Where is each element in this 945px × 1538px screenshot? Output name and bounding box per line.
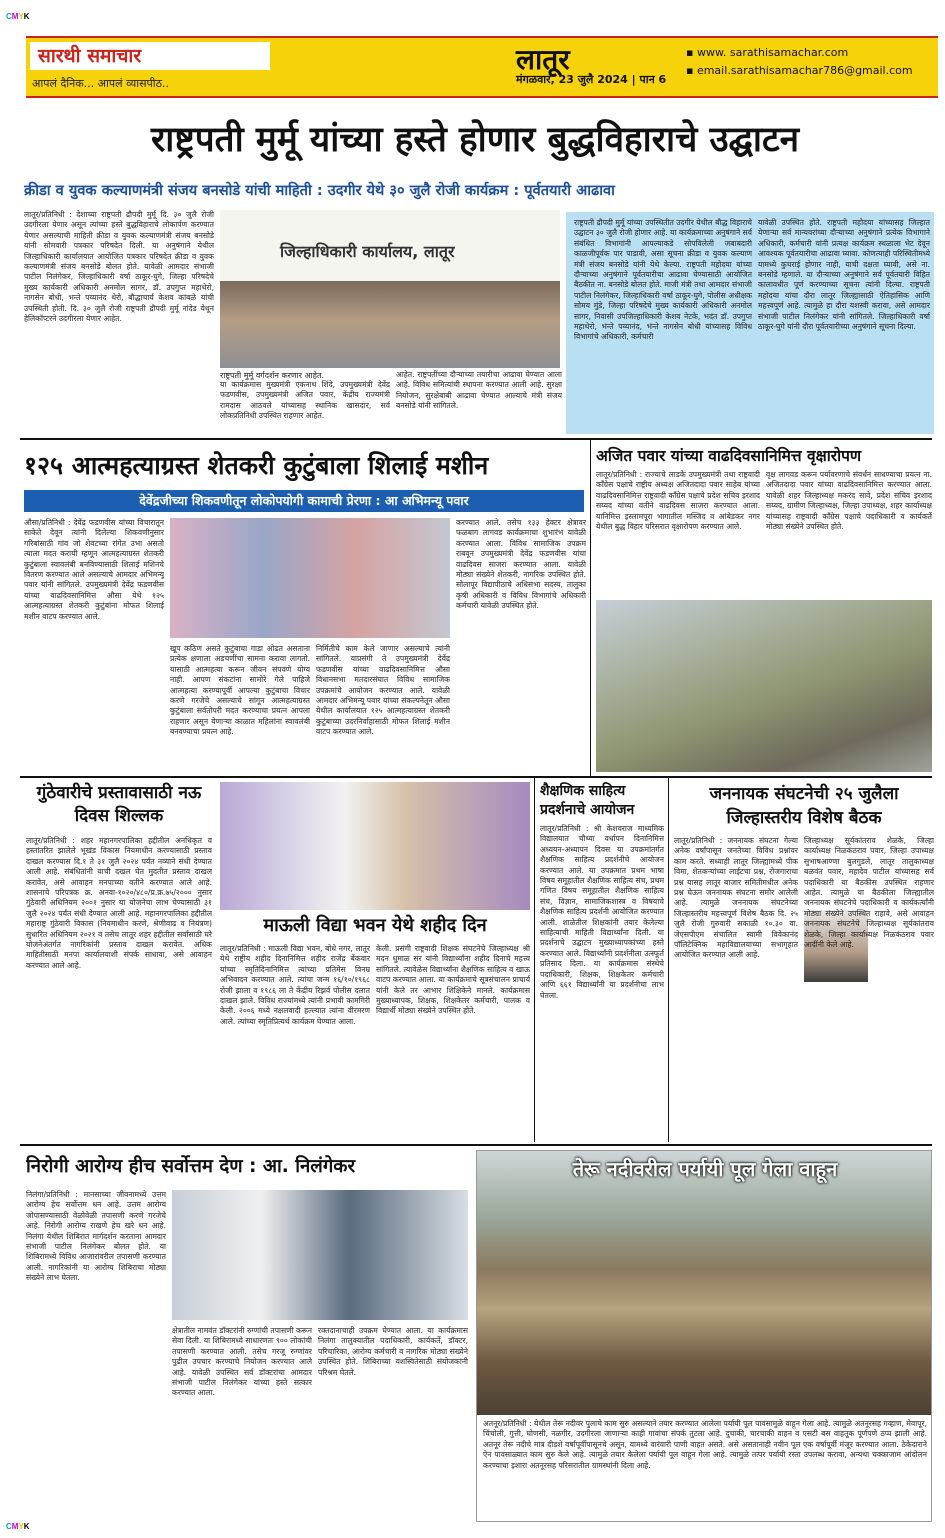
nirogi-col1: निलंगा/प्रतिनिधी : मानसाच्या जीवनामध्ये उत्तम आरोग्य हेच सर्वोत्तम धन आहे. उत्तम आरोग्य जोपासण्यासाठी वेळोवेळी तपासणी करणे गरजेचे आहे. निरोगी आरोग्य राखणे हेच खरे धन आहे. निलंगा येथील शिबिरात मार्गदर्शन करताना आमदार संभाजी पाटील निलंगेकर बोलत होते. या शिबिरामध्ये विविध आजारांवरील तपासणी करण्यात आली. नागरिकांनी या आरोग्य शिबिराचा मोठ्या संख्येने लाभ घेतला. <box>26 1190 166 1283</box>
mauli-col1: लातूर/प्रतिनिधी : माऊली विद्या भवन, बोधे नगर, लातूर येथे राष्ट्रीय शहीद दिनानिमित्त शहीद राजेंद्र बेंकवार यांच्या स्मृतिदिनानिमित्त त्यांच्या प्रतिमेस विनम्र अभिवादन करण्यात आले. त्यांचा जन्म १६/१०/१९६८ रोजी झाला व १९८६ ला ते केंद्रीय रिझर्व पोलीस दलात दाखल झाले. विविध राज्यांमध्ये त्यांनी प्रभावी कामगिरी केली. २००६ मध्ये नक्षलवादी हल्ल्यात त्यांना वीरमरण आले. त्यांच्या स्मृतिप्रित्यर्थ कार्यक्रम घेण्यात आला. <box>220 944 370 1026</box>
divider <box>590 440 591 776</box>
mail-icon: ▪ <box>686 64 697 77</box>
sewing-photo <box>170 518 450 638</box>
divider <box>534 778 535 1142</box>
lead-box-right: यावेळी उपस्थित होते. राष्ट्रपती महोदया यांच्यासह जिल्हात येणाऱ्या सर्व मान्यवरांच्या दौऱ्याच्या अनुषंगाने प्रत्येक विभागाने अधिकारी, कर्मचारी यांनी प्रत्यक्ष कार्यक्रम स्थळाला भेट देवून आवश्यक पूर्वतयारीचा आढावा घ्यावा. कोणत्याही परिस्थितीमध्ये यामध्ये कुचराई होणार नाही, याची दक्षता घ्यावी, असे ना. बनसोडे म्हणाले. या दौऱ्याच्या अनुषंगाने सर्व पूर्वतयारी विहित कालावधीत पूर्ण करण्याच्या सूचना त्यांनी दिल्या. राष्ट्रपती महोदया यांचा दौरा लातूर जिल्ह्यासाठी ऐतिहासिक आणि महत्त्वपूर्ण आहे. त्यामुळे हा दौरा यशस्वी करावा, असे आमदार संभाजी पाटील निलंगेकर यांनी सांगितले. जिल्हाधिकारी वर्षा ठाकूर-घुगे यांनी दौरा पूर्वतयारीच्या अनुषंगाने सूचना दिल्या. <box>758 218 930 332</box>
jannayak-col2: जिल्हाध्यक्ष सूर्यकांतराव शेळके, जिल्हा कार्याध्यक्ष निळकंठराव पवार, जिल्हा उपाध्यक्ष सुभाषआण्णा बुलगुडले, लातूर तालुकाध्यक्ष बळवंत पवार, महादेव पाटील यांच्यासह सर्व पदाधिकारी या बैठकीस उपस्थित राहणार आहेत. त्यामुळे या बैठकीला जिल्ह्यातील जननायक संघटनेचे पदाधिकारी व कार्यकर्त्यांनी मोठ्या संख्येने उपस्थित राहावे, असे आवाहन जननायक संघटनेचे जिल्हाध्यक्ष सूर्यकांतराव शेळके, जिल्हा कार्याध्यक्ष निळकंठराव पवार आदींनी केले आहे. <box>804 836 934 950</box>
bridge-body: अतनूर/प्रतिनिधी : येथील तेरू नदीवर पुलाचे काम सुरु असल्याने तयार करण्यात आलेला पर्यायी पूल पावसामुळे वाहून गेला आहे. त्यामुळे अतनूरसह गव्हाण, मेवापूर, चिंचोली, गुत्ती, घोणसी, नळगीर, उदगीरला जाणाऱ्या काही गावांचा संपर्क तुटला आहे. दुचाकी, चारचाकी वाहन व एसटी बस वाहतूक पूर्णपणे ठप्प झाली आहे. अतनूर तेरू नदीचे मात्र दीडशे वर्षापूर्वीपासूनचे असून, यामध्ये वारंवारी पाणी वाहत असते. असे असतानाही नवीन पूल एक वर्षापूर्वी मंजूर करण्यात आला. ठेकेदाराने ऐन पावसाळ्यात काम सुरु केले आहे. त्यामुळे तयार केलेला पर्यायी पूल वाहून गेला आहे. त्यामुळे तत्पर पर्यायी रस्ता उपलब्ध करावा, अन्यथा चक्काजाम आंदोलन करण्याचा इशारा अतनूरसह परिसरातील ग्रामस्थांनी दिला आहे. <box>483 1419 927 1470</box>
photo-banner: जिल्हाधिकारी कार्यालय, लातूर <box>280 242 455 261</box>
cmyk-mark-bottom: CMYK <box>6 1522 30 1531</box>
gutewari-body: लातूर/प्रतिनिधी : शहर महानगरपालिका हद्दीतील अनधिकृत व हस्तांतरित झालेले भूखंड विकास नियमाधीन करण्यासाठी प्रस्ताव दाखल करण्यास दि.१ ते ३१ जुलै २०२४ पर्यंत नव्याने संधी देण्यात आली आहे. संबंधितांनी याची दखल घेत मुदतीत प्रस्ताव दाखल करावेत, असे आवाहन मनपाच्या वतीने करण्यात आले आहे. शासनाचे परिपत्रक क्र. अनवा-१०२०/४८०/प्र.क्र.७५/२००० नुसार गुंठेवारी अधिनियम २००१ नुसार या योजनेचा लाभ घेण्यासाठी ३१ जुलै २०२४ पर्यंत संधी देण्यात आली आहे. महानगरपालिका हद्दीतील महाराष्ट्र गुंठेवारी विकास (नियमाधीन करणे, श्रेणीवाढ व नियंत्रण) सुधारित अधिनियम २०२१ व तसेच लातूर शहर हद्दीतील सर्वांसाठी घरे योजनेअंतर्गत नागरिकांनी प्रस्ताव दाखल करावेत. अधिक माहितीसाठी मनपा कार्यालयाशी संपर्क साधावा, असे आवाहन करण्यात आले आहे. <box>26 836 212 970</box>
nirogi-photo <box>172 1190 468 1320</box>
lead-col3: आहेत. राष्ट्रपतींच्या दौऱ्याच्या तयारीचा आढावा घेण्यात आला आहे. विविध समित्यांची स्थापना करण्यात आली आहे. सुरक्षा नियोजन, सुरक्षेबाबी आढावा घेण्यात आल्याचे मंत्री संजय बनसोडे यांनी सांगितले. <box>396 370 562 411</box>
page-number: पान 6 <box>639 73 667 86</box>
divider <box>668 778 669 1142</box>
gutewari-headline: गुंठेवारीचे प्रस्तावासाठी नऊ दिवस शिल्लक <box>36 783 202 826</box>
website-link[interactable]: ▪ www. sarathisamachar.com <box>686 46 849 59</box>
ajit-photo <box>596 600 932 772</box>
edition-name: लातूर <box>516 43 570 76</box>
shaikshanik-body: लातूर/प्रतिनिधी : श्री केशवराज माध्यमिक विद्यालयात चौथ्या वर्धापन दिनानिमित्त अध्ययन-अध्यापन दिवस या उपक्रमांतर्गत शैक्षणिक साहित्य प्रदर्शनीचे आयोजन करण्यात आले. या उपक्रमात प्रथम भाषा विषय समूहातील शैक्षणिक साहित्य संच, प्रथम गणित विषय समूहातील शैक्षणिक साहित्य संच, विज्ञान, सामाजिकशास्त्र व विषयाचे शैक्षणिक साहित्य प्रदर्शनी आयोजित करण्यात आली. शाळेतील शिक्षकांनी तयार केलेल्या साहित्याची माहिती विद्यार्थ्यांना दिली. या प्रदर्शनाचे उद्घाटन मुख्याध्यापकांच्या हस्ते करण्यात आले. विद्यार्थ्यांनी प्रदर्शनीला उत्स्फूर्त प्रतिसाद दिला. या कार्यक्रमास संस्थेचे पदाधिकारी, शिक्षक, शिक्षकेतर कर्मचारी आणि ६६१ विद्यार्थ्यांनी या प्रदर्शनीचा लाभ घेतला. <box>540 824 664 1000</box>
lead-subhead: क्रीडा व युवक कल्याणमंत्री संजय बनसोडे यांची माहिती : उदगीर येथे ३० जुलै रोजी कार्यक्रम : पूर्वतयारी आढावा <box>24 182 615 199</box>
paper-name: सारथी समाचार <box>30 42 270 70</box>
divider <box>20 1144 932 1146</box>
sewing-col1: औसा/प्रतिनिधी : देवेंद्र फडणवीस यांच्या विचारातून साकेते देवून त्यांनी दिलेल्या शिकवणीनुसार गरिबांसाठी गांव जो शेवटच्या रांगेत उभा असतो त्याला मदत करायी म्हणून आत्महत्याग्रस्त शेतकरी कुटुंबाला स्वावलंबी बनविण्यासाठी शिलाई मशिनचे वितरण करण्यात आले असल्याचे आमदार अभिमन्यू पवार यांनी सांगितले. उपमुख्यमंत्री देवेंद्र फडणवीस यांच्या वाढदिवसानिमित्त औसा येथे १२५ आत्महत्याग्रस्त शेतकरी कुटुंबांना मोफत शिलाई मशीन वाटप करण्यात आले. <box>24 518 164 621</box>
globe-icon: ▪ <box>686 46 697 59</box>
lead-photo <box>220 210 560 368</box>
nirogi-col3: रक्तदानाचाही उपक्रम घेण्यात आला. या कार्यक्रमास निलंगा तालुक्यातील पदाधिकारी, कार्यकर्ते, डॉक्टर, परिचारिका, आरोग्य कर्मचारी व नागरिक मोठ्या संख्येने उपस्थित होते. शिबिराच्या यशस्वितेसाठी संयोजकांनी परिश्रम घेतले. <box>318 1326 468 1377</box>
lead-caption: राष्ट्रपती मुर्मू वर्गदर्शन करणार आहेत. <box>220 371 325 380</box>
sewing-col3: निर्मितीचे काम केले जाणार असल्याचे त्यांनी सांगितले. याप्रसंगी ते उपमुख्यमंत्री देवेंद्र फडणवीस यांच्या वाढदिवसानिमित्त औसा विधानसभा मतदारसंघात विविध सामाजिक उपक्रमांचे आयोजन करण्यात आले. यावेळी आमदार अभिमन्यू पवार यांच्या संकल्पनेतून औसा येथील कार्यालयात १२५ आत्महत्याग्रस्त शेतकरी कुटुंबाच्या उदरनिर्वाहासाठी मोफत शिलाई मशीन वाटप करण्यात आले. <box>316 644 450 737</box>
email-link[interactable]: ▪ email.sarathisamachar786@gmail.com <box>686 64 913 77</box>
bridge-story <box>476 1150 932 1522</box>
divider <box>20 776 932 778</box>
lead-col2: या कार्यक्रमास मुख्यमंत्री एकनाथ शिंदे, उपमुख्यमंत्री देवेंद्र फडणवीस, उपमुख्यमंत्री अजित पवार, केंद्रीय राज्यमंत्री रामदास आठवले यांच्यासह स्थानिक खासदार, सर्व लोकप्रतिनिधी उपस्थित राहणार आहेत. <box>220 380 390 421</box>
bridge-headline: तेरू नदीवरील पर्यायी पूल गेला वाहून <box>572 1157 838 1181</box>
jannayak-col1: लातूर/प्रतिनिधी : जननायक संघटना गेल्या अनेक वर्षांपासून जनतेच्या विविध प्रश्नांवर काम करते. सध्याही लातूर जिल्ह्यामध्ये पीक विमा, शेतकऱ्यांच्या लाईटचा प्रश्न, रोजगाराचा प्रश्न यासह लातूर बाजार समितीमधील अनेक प्रश्न घेऊन जननायक संघटना समोर आलेली आहे. त्यामुळे जननायक संघटनेच्या जिल्हास्तरीय महत्त्वपूर्ण विशेष बैठक दि. २५ जुलै रोजी गुरुवारी सकाळी १०.३० वा. जेएसपीएम संचालित स्वामी विवेकानंद पॉलिटेक्निक महाविद्यालयाच्या सभागृहात आयोजित करण्यात आली आहे. <box>674 836 798 960</box>
sewing-subhead: देवेंद्रजीच्या शिकवणीतून लोकोपयोगी कामाची प्रेरणा : आ अभिमन्यू पवार <box>24 490 584 512</box>
ajit-col2: वृक्ष लागवड करून पर्यावरणाचे संवर्धन साधण्याचा प्रयत्न ना. अजितदादा पवार यांच्या वाढदिवसानिमित्त करण्यात आला. यावेळी शहर जिल्हाध्यक्ष मकरंद सावे, प्रदेश सचिव इरशाद सय्यद, ग्रामीण जिल्हाध्यक्ष, जिल्हा उपाध्यक्ष, शहर कार्याध्यक्ष यांच्यासह राष्ट्रवादी काँग्रेस पक्षाचे पदाधिकारी व कार्यकर्ते मोठ्या संख्येने उपस्थित होते. <box>766 470 932 532</box>
ajit-col1: लातूर/प्रतिनिधी : राज्याचे लाडके उपमुख्यमंत्री तथा राष्ट्रवादी काँग्रेस पक्षाचे राष्ट्रीय अध्यक्ष अजितदादा पवार साहेब यांच्या वाढदिवसानिमित्त राष्ट्रवादी काँग्रेस पक्षाचे प्रदेश सचिव इरशाद सय्यद यांच्या वतीने वाढदिवस साजरा करण्यात आला. यानिमित्त इस्लामपूरा भागातील मस्जिद व आंबेडकर नगर येथील बुद्ध विहार परिसरात वृक्षारोपण करण्यात आले. <box>596 470 760 532</box>
issue-date: मंगळवार, 23 जुलै 2024 <box>516 73 628 86</box>
jannayak-headline: जननायक संघटनेची २५ जुलैला जिल्हास्तरीय विशेष बैठक <box>709 784 899 828</box>
ajit-headline: अजित पवार यांच्या वाढदिवसानिमित्त वृक्षारोपण <box>596 447 862 465</box>
divider <box>20 438 932 440</box>
mauli-headline: माऊली विद्या भवन येथे शहीद दिन <box>263 915 487 936</box>
bridge-photo <box>477 1151 932 1415</box>
shaikshanik-headline: शैक्षणिक साहित्य प्रदर्शनाचे आयोजन <box>540 783 635 818</box>
sewing-headline: १२५ आत्महत्याग्रस्त शेतकरी कुटुंबाला शिलाई मशीन <box>24 451 489 480</box>
cmyk-mark-top: CMYK <box>6 12 30 21</box>
nirogi-headline: निरोगी आरोग्य हीच सर्वोत्तम देण : आ. निलंगेकर <box>26 1156 356 1177</box>
lead-col1: लातूर/प्रतिनिधी : देशाच्या राष्ट्रपती द्रौपदी मुर्मू दि. ३० जुलै रोजी उदगीरला येणार असून त्यांच्या हस्ते बुद्धविहाराचे लोकार्पण करण्यात येणार असल्याची माहिती क्रीडा व युवक कल्याणमंत्री संजय बनसोडे यांनी सोमवारी पत्रकार परिषदेत दिली. या अनुषंगाने येथील जिल्हाधिकारी कार्यालयात आयोजित पत्रकार परिषदेत क्रीडा व युवक कल्याणमंत्री संजय बनसोडे बोलत होते. यावेळी आमदार संभाजी पाटील निलंगेकर, जिल्हाधिकारी वर्षा ठाकूर-घुगे, जिल्हा परिषदेचे मुख्य कार्यकारी अधिकारी अनमोल सागर, डॉ. उपगुप्त महाथेरो, नागसेन बोधी, भन्ते पय्यानंद थेरो, बौद्धाचार्य केशव कांबळे यांची उपस्थिती होती. दि. ३० जुलै रोजी राष्ट्रपती द्रौपदी मुर्मू नांदेड येथून हेलिकॉप्टरने उदगीरला येणार आहेत. <box>24 210 214 324</box>
masthead: सारथी समाचार आपलं दैनिक... आपलं व्यासपीठ.. लातूर मंगळवार, 23 जुलै 2024 | पान 6 ▪ www. sarathisamachar.com ▪ email.sarathisamachar786@gmail.com <box>26 36 938 98</box>
mauli-photo <box>220 782 530 910</box>
sewing-col2: खूप कठिण असते कुटुंबाचा गाडा ओढत असताना प्रत्येक क्षणाला अडचणींचा सामना करावा लागतो. यासाठी आत्महत्या करून जीवन संपवणे योग्य नाही. आपण संकटांना सामोरे गेले पाहिजे आत्महत्या करण्यापूर्वी आपल्या कुटुंबाचा विचार करणे गरजेचे असल्याचे सांगून आत्महत्याग्रस्त कुटुंबाला सर्वतोपरी मदत करण्याचा प्रयत्न आपला राहणार असून येणाऱ्या काळात महिलांना स्वावलंबी बनवण्याचा प्रयत्न आहे. <box>170 644 310 737</box>
tagline: आपलं दैनिक... आपलं व्यासपीठ.. <box>32 77 170 90</box>
mauli-col2: केली. प्रसंगी राष्ट्रवादी शिक्षक संघटनेचे जिल्हाध्यक्ष श्री मदन धुमाळ सर यांनी विद्यार्थ्यांना शहीद दिनाचे महत्त्व सांगितले. त्यावेळेस विद्यार्थ्यांना शैक्षणिक साहित्य व खाऊ वाटप करण्यात आला. या कार्यक्रमाचे सूत्रसंचालन प्राचार्य यांनी केले तर आभार शिक्षिकेने मानले. कार्यक्रमास मुख्याध्यापक, शिक्षक, शिक्षकेतर कर्मचारी, पालक व विद्यार्थी मोठ्या संख्येने उपस्थित होते. <box>376 944 530 1016</box>
lead-headline: राष्ट्रपती मुर्मू यांच्या हस्ते होणार बुद्धविहाराचे उद्घाटन <box>150 120 800 160</box>
nirogi-col2: क्षेत्रातील नामवंत डॉक्टरांनी रुग्णांची तपासणी करून सेवा दिली. या शिबिरामध्ये साधारणतः ९०० लोकांची तपासणी करण्यात आली. तसेच गरजू रुग्णांवर पुढील उपचार करण्याचे नियोजन करण्यात आले आहे. यावेळी उपस्थित सर्व डॉक्टरांचा आमदार संभाजी पाटील निलंगेकर यांच्या हस्ते सत्कार करण्यात आला. <box>172 1326 312 1398</box>
lead-box-left: राष्ट्रपती द्रौपदी मुर्मू यांच्या उपस्थितीत उदगीर येथील बौद्ध विहाराचे उद्घाटन ३० जुलै रोजी होणार आहे. या कार्यक्रमाच्या अनुषंगाने सर्व संबंधित विभागांनी आपल्याकडे सोपविलेली जबाबदारी काळजीपूर्वक पार पाडावी, असा सूचना क्रीडा व युवक कल्याण मंत्री संजय बनसोडे यांनी येथे केल्या. राष्ट्रपती महोदया यांच्या दौऱ्याच्या अनुषंगाने पूर्वतयारीचा आढावा घेण्यासाठी आयोजित बैठकीत ना. बनसोडे बोलत होते. माजी मंत्री तथा आमदार संभाजी पाटील निलंगेकर, जिल्हाधिकारी वर्षा ठाकूर-घुगे, पोलीस अधीक्षक सोमय मुंडे, जिल्हा परिषदेचे मुख्य कार्यकारी अधिकारी अनमोल सागर, निवासी उपजिल्हाधिकारी केशव नेटके, भदंत डॉ. उपगुप्त महाथेरो, भंन्ते पय्यानंद, भंन्ते नागसेन बोधी यांच्यासह विविध विभागांचे अधिकारी, कर्मचारी <box>574 218 752 342</box>
sewing-col4: करण्यात आले. तसेच १३३ हेक्टर क्षेत्रावर फळबाग लागवड कार्यक्रमाचा शुभारंभ यावेळी करण्यात आला. विविध सामाजिक उपक्रम राबवून उपमुख्यमंत्री देवेंद्र फडणवीस यांचा वाढदिवस साजरा करण्यात आला. यावेळी मोठ्या संख्येने शेतकरी, नागरिक उपस्थित होते. सोलापूर विद्यापीठाचे अधिसभा सदस्य, तालुका कृषी अधिकारी व विविध विभागांचे अधिकारी कर्मचारी यावेळी उपस्थित होते. <box>456 518 586 611</box>
